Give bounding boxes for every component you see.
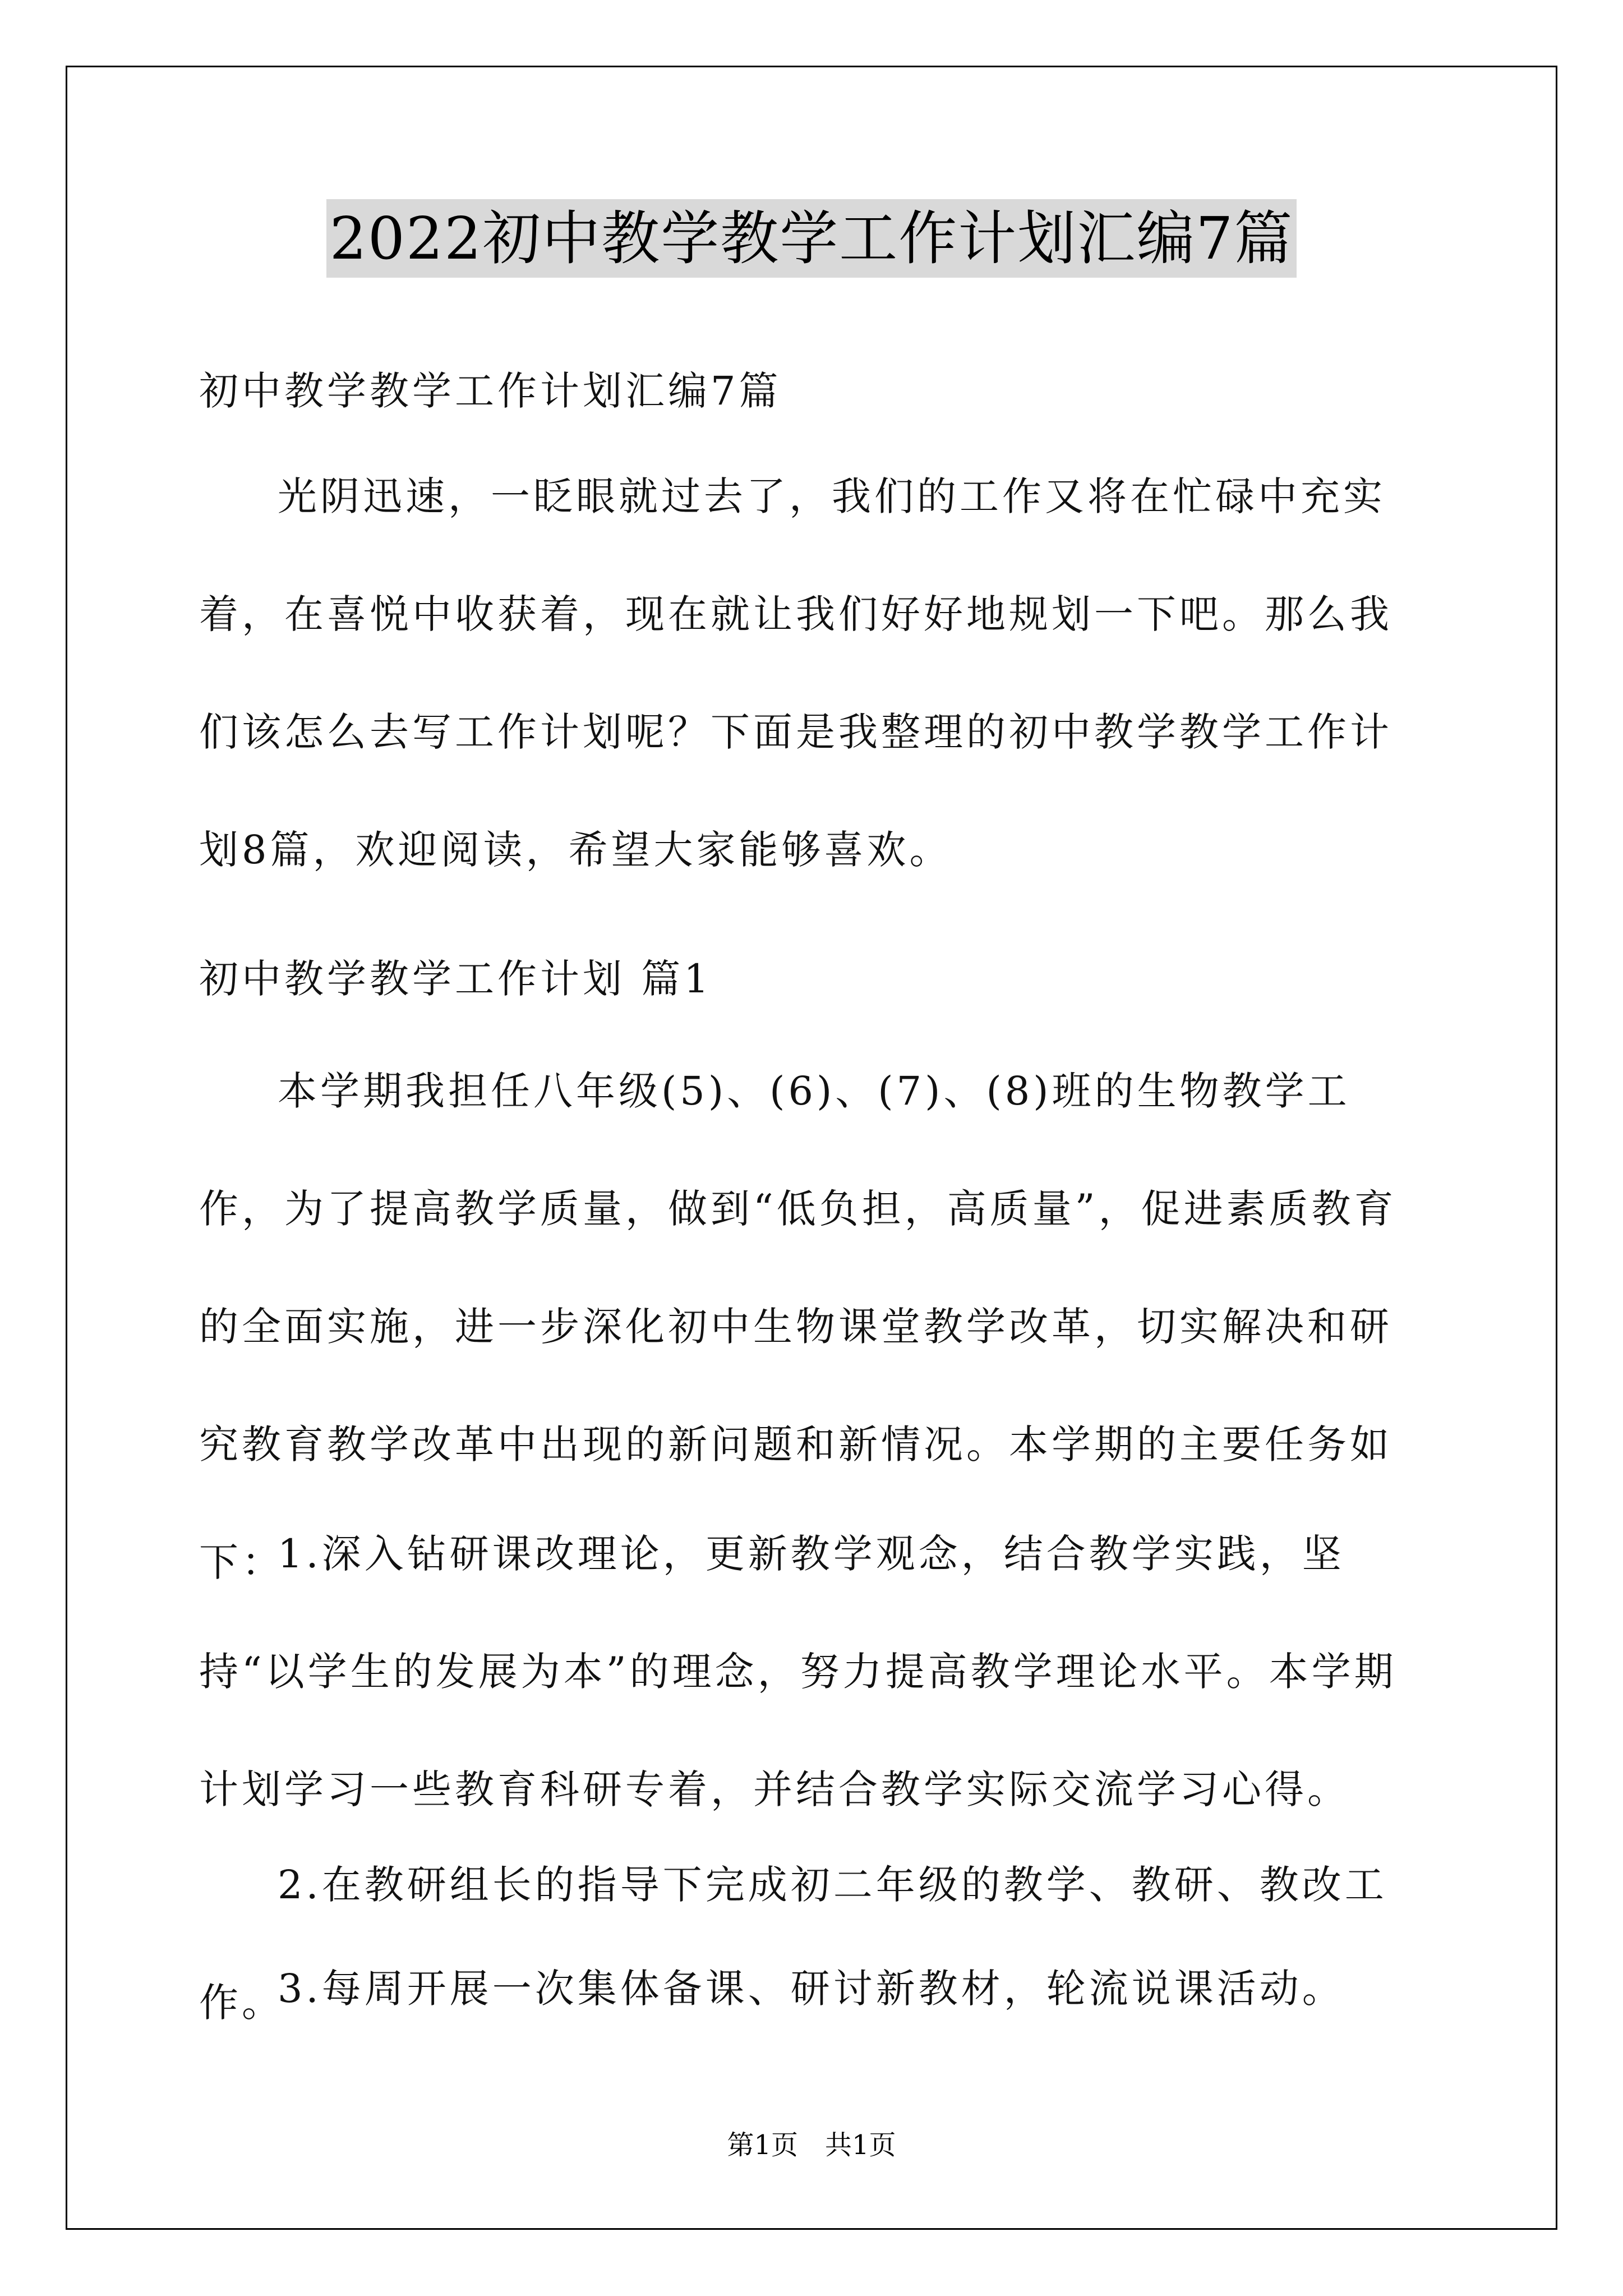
section-heading: 初中教学教学工作计划 篇1 [199,956,712,1002]
list-item-1: 1.深入钻研课改理论，更新教学观念，结合教学实践，坚持“以学生的发展为本”的理念，努力提高教学理论水平。本学期计划学习一些教育科研专着，并结合教学实际交流学习心得。 [199,1531,1397,1812]
intro-paragraph: 光阴迅速，一眨眼就过去了，我们的工作又将在忙碌中充实着，在喜悦中收获着，现在就让我们好好地规划一下吧。那么我们该怎么去写工作计划呢？下面是我整理的初中教学教学工作计划8篇，欢迎阅读，希望大家能够喜欢。 [199,473,1393,873]
list-item-3: 3.每周开展一次集体备课、研讨新教材，轮流说课活动。 [278,1966,1345,2012]
page-footer: 第1页 共1页 [727,2129,896,2161]
list-item-2: 2.在教研组长的指导下完成初二年级的教学、教研、教改工作。 [199,1862,1387,2026]
page-title: 2022初中教学教学工作计划汇编7篇 [326,199,1297,278]
paragraph-1: 本学期我担任八年级(5)、(6)、(7)、(8)班的生物教学工作，为了提高教学质量，做到“低负担，高质量”，促进素质教育的全面实施，进一步深化初中生物课堂教学改革，切实解决和研究教育教学改革中出现的新问题和新情况。本学期的主要任务如下： [199,1068,1397,1585]
title-wrap [0,199,1623,278]
subtitle: 初中教学教学工作计划汇编7篇 [199,368,782,414]
